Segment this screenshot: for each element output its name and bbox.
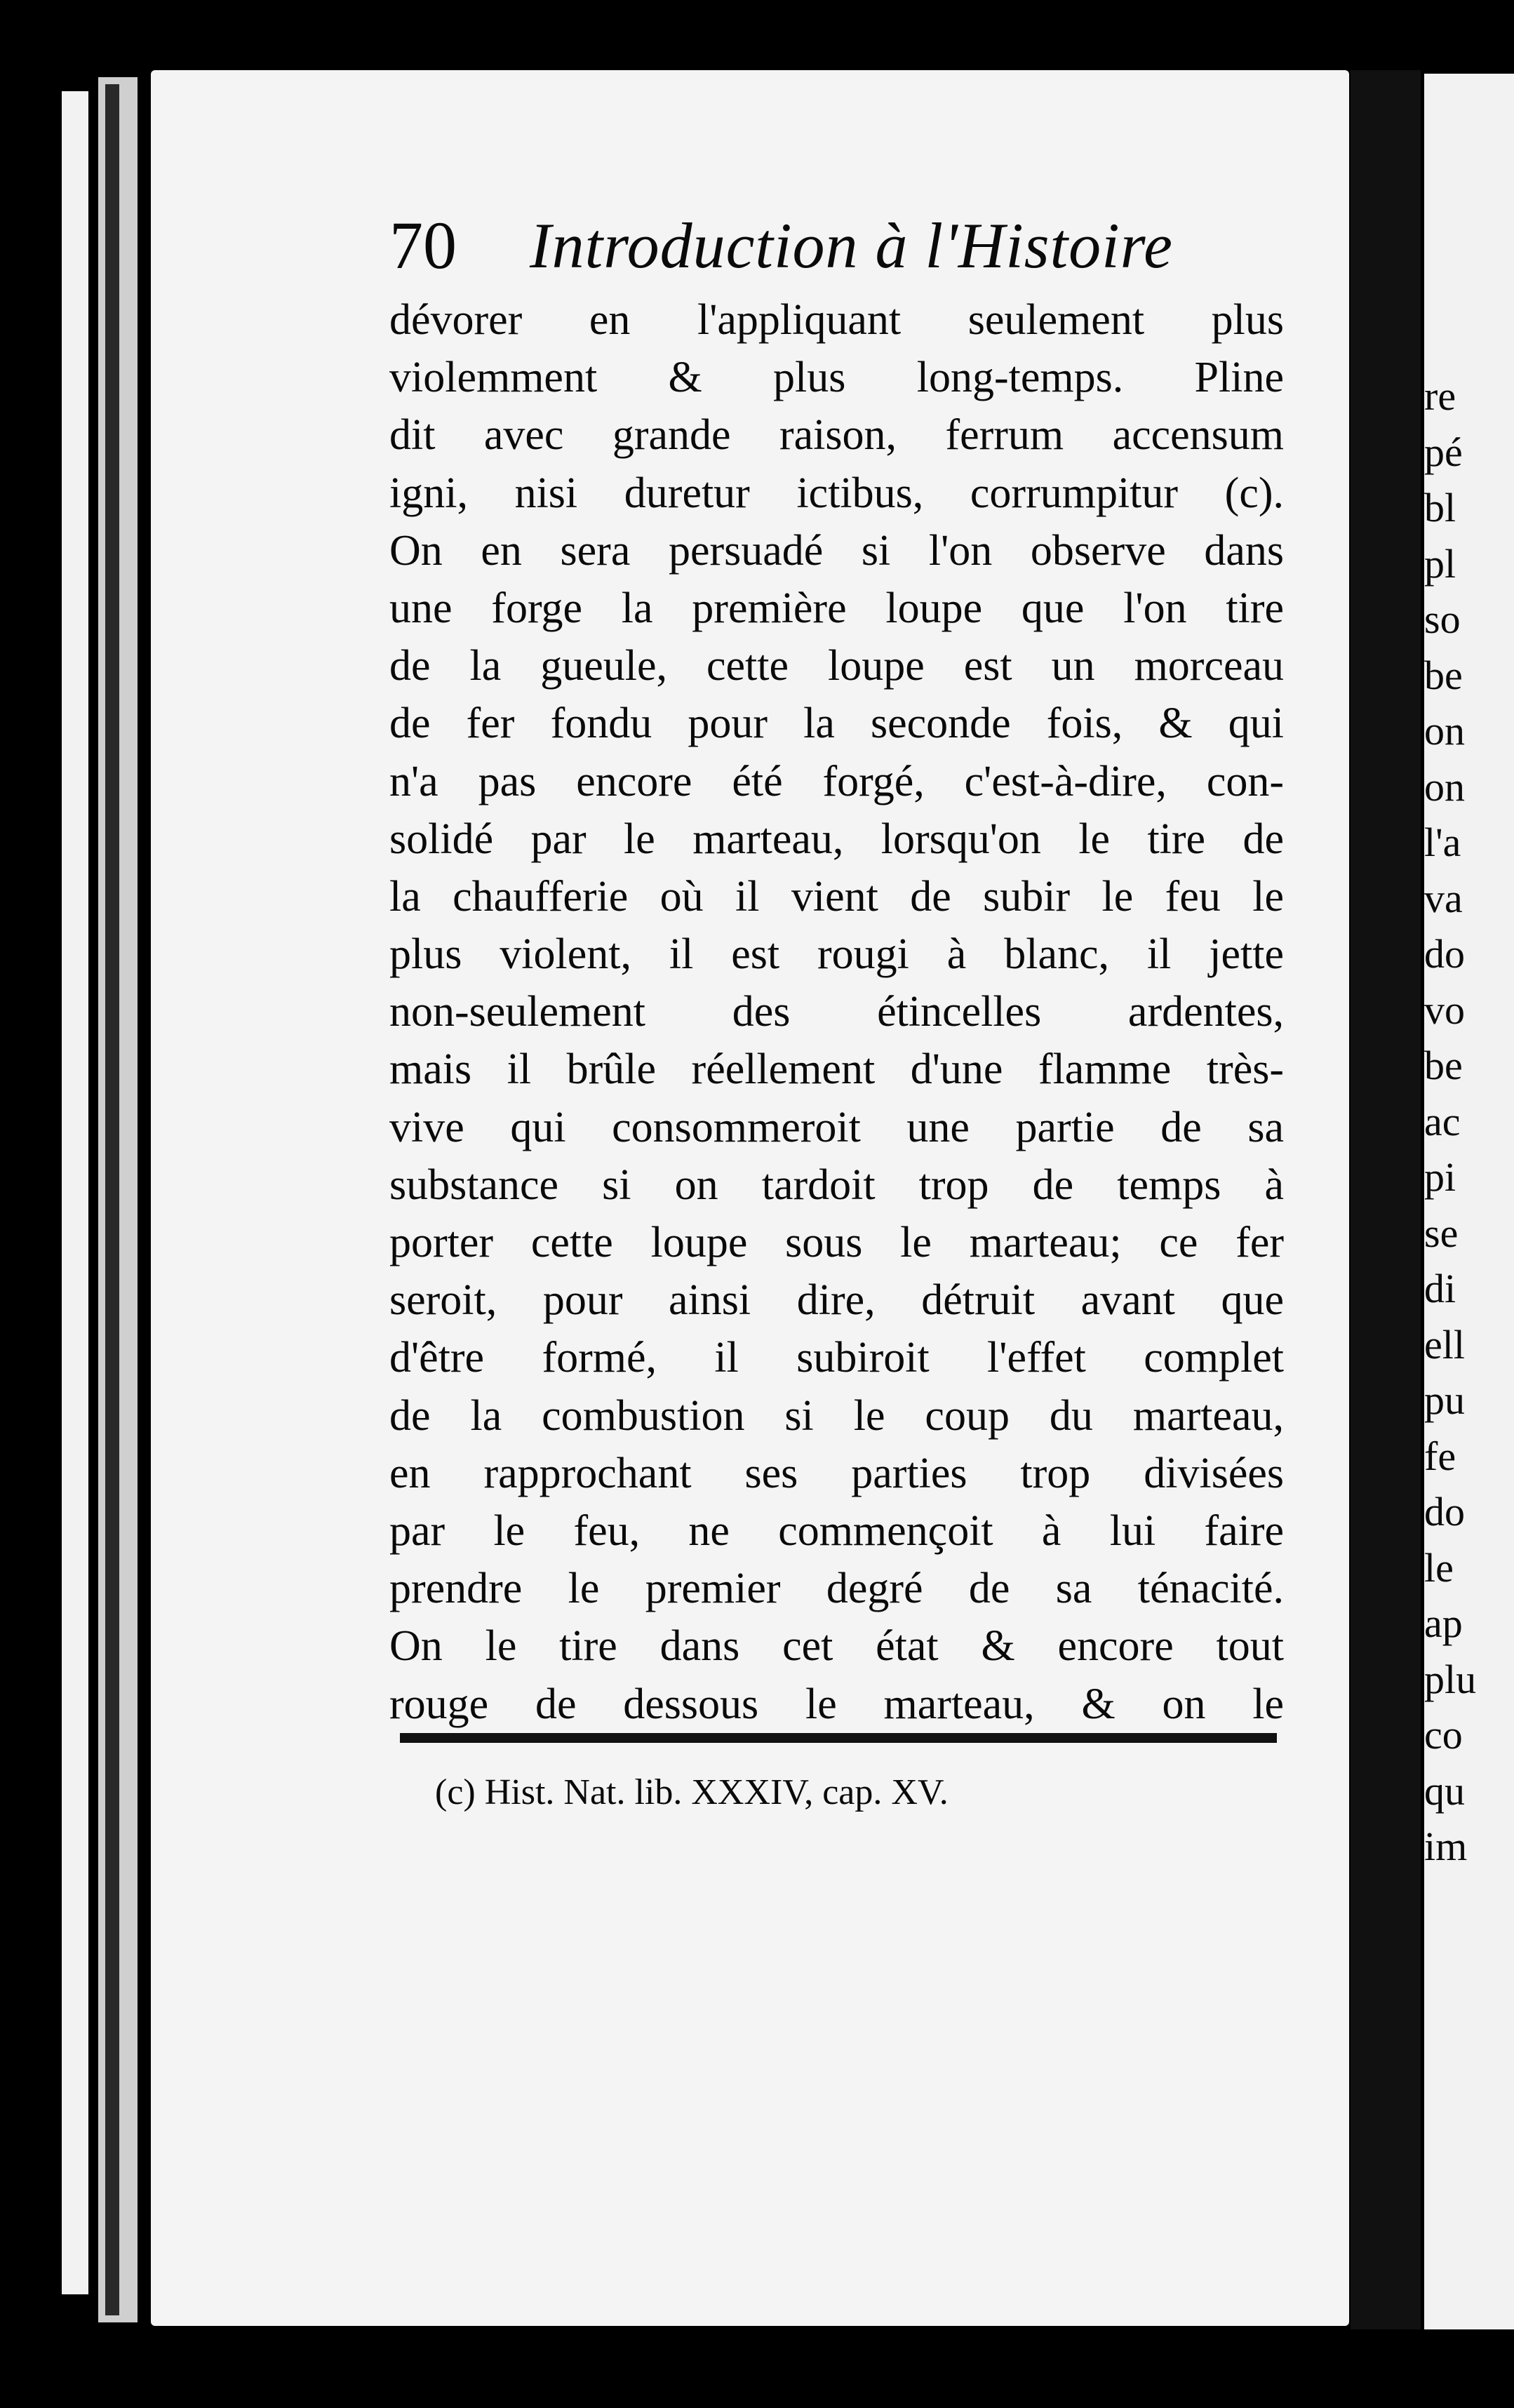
text-line: non-seulement des étincelles ardentes, bbox=[389, 988, 1284, 1036]
text-line: dit avec grande raison, ferrum accensum bbox=[389, 411, 1284, 460]
facing-text-fragment: on bbox=[1424, 708, 1465, 754]
facing-text-fragment: plu bbox=[1424, 1656, 1477, 1702]
page-header bbox=[389, 203, 1280, 288]
facing-text-fragment: do bbox=[1424, 931, 1465, 977]
text-line: porter cette loupe sous le marteau; ce fer bbox=[389, 1219, 1284, 1266]
facing-text-fragment: pu bbox=[1424, 1377, 1465, 1423]
facing-text-fragment: so bbox=[1424, 596, 1461, 642]
text-line: la chaufferie où il vient de subir le feu le bbox=[389, 872, 1284, 921]
facing-text-fragment: be bbox=[1424, 1043, 1463, 1088]
facing-text-fragment: pl bbox=[1424, 540, 1456, 587]
facing-text-fragment: le bbox=[1424, 1544, 1454, 1591]
facing-text-fragment: im bbox=[1424, 1824, 1468, 1869]
facing-text-fragment: on bbox=[1424, 763, 1465, 810]
footnote: (c) Hist. Nat. lib. XXXIV, cap. XV. bbox=[435, 1772, 949, 1812]
text-line: plus violent, il est rougi à blanc, il jette bbox=[389, 930, 1284, 979]
text-line: vive qui consommeroit une partie de sa bbox=[389, 1103, 1284, 1151]
text-line: de la combustion si le coup du marteau, bbox=[389, 1391, 1284, 1440]
facing-text-fragment: pé bbox=[1424, 429, 1463, 475]
text-line: de fer fondu pour la seconde fois, & qui bbox=[389, 700, 1284, 748]
text-line: de la gueule, cette loupe est un morceau bbox=[389, 642, 1284, 690]
facing-text-fragment: se bbox=[1424, 1210, 1459, 1256]
facing-page bbox=[1424, 74, 1514, 2329]
text-line: On en sera persuadé si l'on observe dans bbox=[389, 526, 1284, 575]
text-line: n'a pas encore été forgé, c'est-à-dire, con- bbox=[389, 757, 1284, 805]
facing-text-fragment: va bbox=[1424, 875, 1463, 921]
facing-text-fragment: ac bbox=[1424, 1098, 1461, 1144]
text-line: On le tire dans cet état & encore tout bbox=[389, 1622, 1284, 1671]
running-title: Introduction à l'Histoire bbox=[530, 210, 1173, 281]
facing-text-fragment: fe bbox=[1424, 1433, 1456, 1479]
book-edge bbox=[62, 91, 88, 2294]
text-line: seroit, pour ainsi dire, détruit avant que bbox=[389, 1276, 1284, 1325]
facing-text-fragment: l'a bbox=[1424, 820, 1461, 865]
facing-text-fragment: qu bbox=[1424, 1767, 1465, 1814]
text-line: d'être formé, il subiroit l'effet complet bbox=[389, 1334, 1284, 1382]
facing-text-fragment: ell bbox=[1424, 1321, 1465, 1367]
text-line: une forge la première loupe que l'on tire bbox=[389, 584, 1284, 632]
facing-text-fragment: be bbox=[1424, 652, 1463, 698]
text-line: violemment & plus long-temps. Pline bbox=[389, 354, 1284, 402]
page-number: 70 bbox=[389, 208, 457, 283]
text-line: substance si on tardoit trop de temps à bbox=[389, 1160, 1284, 1209]
text-line: rouge de dessous le marteau, & on le bbox=[389, 1680, 1284, 1728]
text-line: par le feu, ne commençoit à lui faire bbox=[389, 1506, 1284, 1555]
text-line: dévorer en l'appliquant seulement plus bbox=[389, 296, 1284, 344]
footnote-rule bbox=[400, 1733, 1277, 1743]
facing-text-fragment: ap bbox=[1424, 1600, 1463, 1646]
text-line: prendre le premier degré de sa ténacité. bbox=[389, 1565, 1284, 1613]
body-text bbox=[389, 291, 1284, 1733]
text-line: solidé par le marteau, lorsqu'on le tire de bbox=[389, 815, 1284, 863]
facing-text-fragment: bl bbox=[1424, 485, 1456, 530]
facing-text-fragment: di bbox=[1424, 1266, 1456, 1311]
facing-text-fragment: pi bbox=[1424, 1154, 1456, 1200]
facing-page-text bbox=[1424, 368, 1514, 1875]
text-line: igni, nisi duretur ictibus, corrumpitur (c). bbox=[389, 469, 1284, 517]
facing-text-fragment: do bbox=[1424, 1489, 1465, 1534]
facing-text-fragment: co bbox=[1424, 1712, 1463, 1758]
text-line: mais il brûle réellement d'une flamme très- bbox=[389, 1045, 1284, 1094]
text-line: en rapprochant ses parties trop divisées bbox=[389, 1449, 1284, 1497]
page-gutter bbox=[1351, 70, 1421, 2329]
facing-text-fragment: re bbox=[1424, 373, 1456, 419]
facing-text-fragment: vo bbox=[1424, 986, 1465, 1033]
book-spine-shadow bbox=[105, 84, 119, 2315]
